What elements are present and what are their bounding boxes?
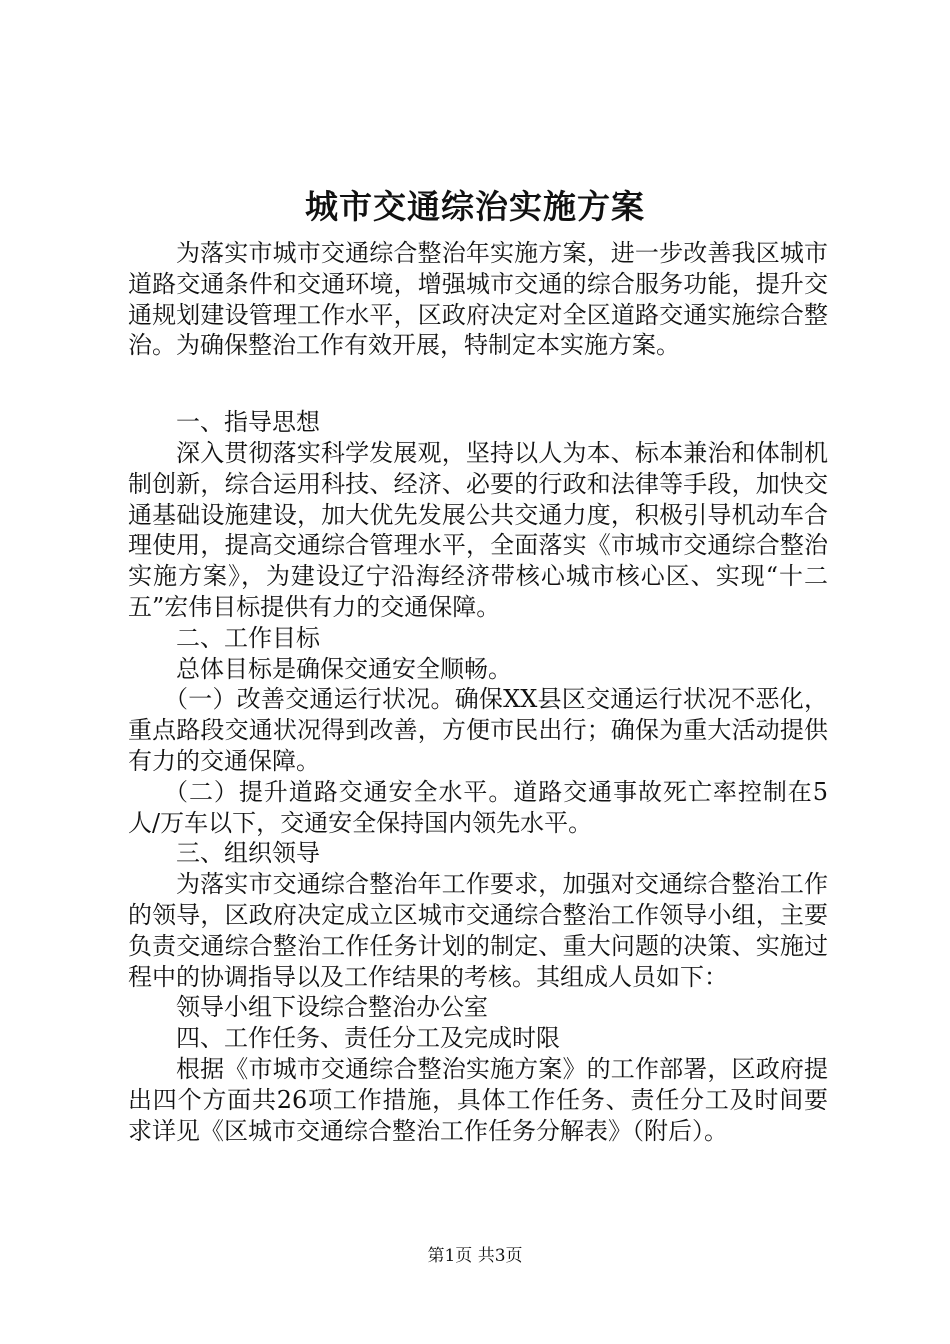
overall-goal-paragraph: 总体目标是确保交通安全顺畅。 bbox=[176, 654, 512, 683]
section-heading-work-goals: 二、工作目标 bbox=[176, 623, 320, 652]
section-heading-tasks: 四、工作任务、责任分工及完成时限 bbox=[176, 1024, 560, 1053]
section-heading-guiding-thought: 一、指导思想 bbox=[176, 408, 320, 437]
page-footer: 第1页 共3页 bbox=[427, 1246, 523, 1266]
goal-item-2: （二）提升道路交通安全水平。道路交通事故死亡率控制在5人/万车以下，交通安全保持国内领先水平。 bbox=[128, 777, 828, 837]
paragraph-spacer bbox=[128, 361, 828, 407]
leadership-paragraph: 为落实市交通综合整治年工作要求，加强对交通综合整治工作的领导，区政府决定成立区城市交通综合整治工作领导小组，主要负责交通综合整治工作任务计划的制定、重大问题的决策、实施过程中的协调指导以及工作结果的考核。其组成人员如下： bbox=[128, 870, 828, 991]
document-title: 城市交通综治实施方案 bbox=[305, 187, 645, 226]
intro-paragraph: 为落实市城市交通综合整治年实施方案，进一步改善我区城市道路交通条件和交通环境，增强城市交通的综合服务功能，提升交通规划建设管理工作水平，区政府决定对全区道路交通实施综合整治。为确保整治工作有效开展，特制定本实施方案。 bbox=[128, 239, 828, 360]
tasks-paragraph: 根据《市城市交通综合整治实施方案》的工作部署，区政府提出四个方面共26项工作措施，具体工作任务、责任分工及时间要求详见《区城市交通综合整治工作任务分解表》（附后）。 bbox=[128, 1054, 828, 1145]
goal-item-1: （一）改善交通运行状况。确保XX县区交通运行状况不恶化，重点路段交通状况得到改善，方便市民出行；确保为重大活动提供有力的交通保障。 bbox=[128, 685, 828, 775]
office-paragraph: 领导小组下设综合整治办公室 bbox=[176, 993, 488, 1022]
section-heading-leadership: 三、组织领导 bbox=[176, 839, 320, 868]
guiding-thought-paragraph: 深入贯彻落实科学发展观，坚持以人为本、标本兼治和体制机制创新，综合运用科技、经济、必要的行政和法律等手段，加快交通基础设施建设，加大优先发展公共交通力度，积极引导机动车合理使用，提高交通综合管理水平，全面落实《市城市交通综合整治实施方案》，为建设辽宁沿海经济带核心城市核心区、实现“十二五”宏伟目标提供有力的交通保障。 bbox=[128, 438, 828, 621]
document-body bbox=[128, 238, 828, 1146]
